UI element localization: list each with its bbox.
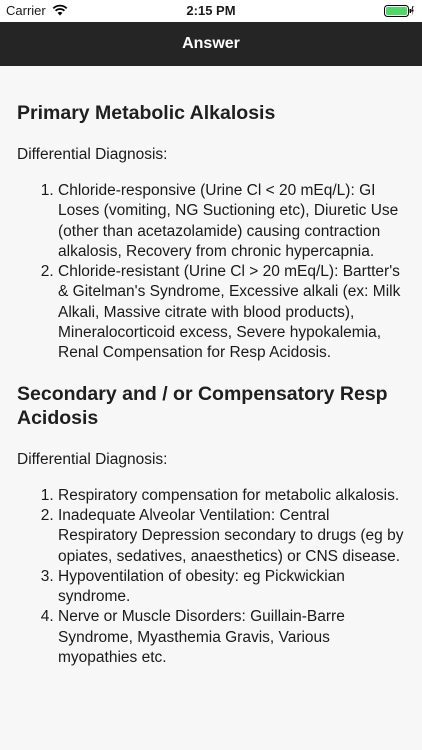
list-item: 1. Chloride-responsive (Urine Cl < 20 mEq/L): GI Loses (vomiting, NG Suctioning etc), Diuretic Use (other than acetazolamide) causing contraction alkalosis, Recovery from chronic hypercapnia. <box>58 181 405 262</box>
status-time: 2:15 PM <box>186 3 236 18</box>
section-title-primary-metabolic-alkalosis: Primary Metabolic Alkalosis <box>17 102 276 124</box>
list-item: 1. Respiratory compensation for metabolic alkalosis. <box>58 486 405 506</box>
carrier-label: Carrier <box>6 3 46 18</box>
list-item: 4. Nerve or Muscle Disorders: Guillain-Barre Syndrome, Myasthemia Gravis, Various myopathies etc. <box>58 607 405 668</box>
battery-icon <box>384 5 414 20</box>
section-title-compensatory-resp-acidosis: Secondary and / or Compensatory Resp Acidosis <box>17 382 388 429</box>
differential-diagnosis-label: Differential Diagnosis: <box>17 450 168 468</box>
diagnosis-list <box>17 181 405 364</box>
nav-title: Answer <box>182 35 240 52</box>
navigation-bar <box>0 22 422 66</box>
list-item: 2. Chloride-resistant (Urine Cl > 20 mEq/L): Bartter's & Gitelman's Syndrome, Excessive alkali (ex: Milk Alkali, Massive citrate with blood products), Mineralocorticoid excess, Severe hypokalemia, Renal Compensation for Resp Acidosis. <box>58 262 405 363</box>
diagnosis-list <box>17 486 405 669</box>
list-item: 2. Inadequate Alveolar Ventilation: Central Respiratory Depression secondary to drugs (eg by opiates, sedatives, anaesthetics) or CNS disease. <box>58 506 405 567</box>
list-item: 3. Hypoventilation of obesity: eg Pickwickian syndrome. <box>58 567 405 608</box>
differential-diagnosis-label: Differential Diagnosis: <box>17 146 168 163</box>
status-bar <box>0 0 422 22</box>
answer-content[interactable] <box>0 66 422 750</box>
